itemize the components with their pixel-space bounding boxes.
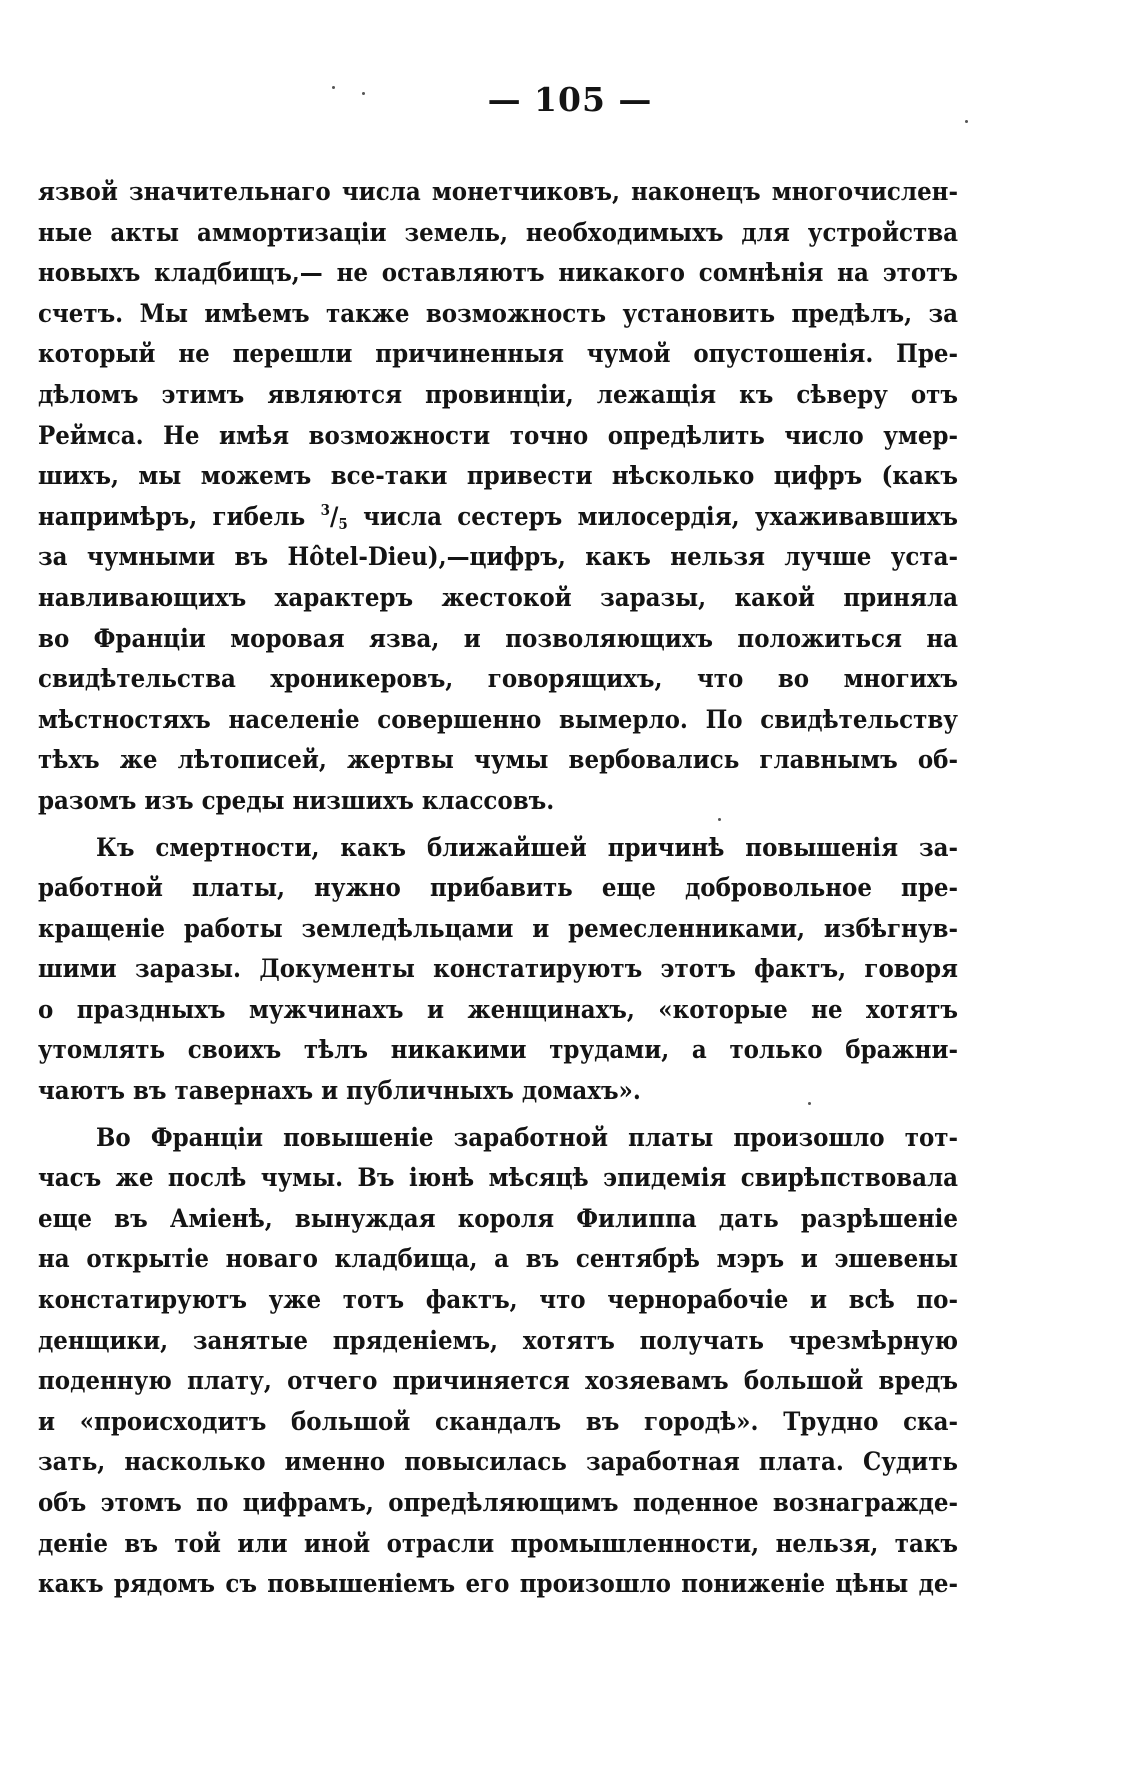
line-text-before: напримѣръ, гибель xyxy=(38,501,321,532)
text-line: кращеніе работы земледѣльцами и ремесленниками, избѣгнув- xyxy=(38,913,958,944)
paragraph xyxy=(38,828,958,1112)
text-line: мѣстностяхъ населеніе совершенно вымерло. По свидѣтельству xyxy=(38,704,958,735)
paragraph xyxy=(38,172,958,822)
text-line: деніе въ той или иной отрасли промышленности, нельзя, такъ xyxy=(38,1528,958,1559)
text-line: новыхъ кладбищъ,— не оставляютъ никакого сомнѣнія на этотъ xyxy=(38,258,958,289)
text-line: объ этомъ по цифрамъ, опредѣляющимъ поденное вознагражде- xyxy=(38,1488,958,1518)
text-line: за чумными въ Hôtel-Dieu),—цифръ, какъ нельзя лучше уста- xyxy=(38,542,958,573)
text-line: работной платы, нужно прибавить еще добровольное пре- xyxy=(38,873,958,904)
text-line: язвой значительнаго числа монетчиковъ, наконецъ многочислен- xyxy=(38,177,958,207)
text-line: часъ же послѣ чумы. Въ іюнѣ мѣсяцѣ эпидемія свирѣпствовала xyxy=(38,1163,958,1194)
text-line: о праздныхъ мужчинахъ и женщинахъ, «которые не хотятъ xyxy=(38,994,958,1025)
fraction-numerator: 3 xyxy=(320,500,330,519)
text-line: шихъ, мы можемъ все-таки привести нѣсколько цифръ (какъ xyxy=(38,461,958,492)
text-line: навливающихъ характеръ жестокой заразы, какой приняла xyxy=(38,582,958,613)
text-line: шими заразы. Документы констатируютъ этотъ фактъ, говоря xyxy=(38,954,958,985)
text-line: ные акты аммортизаціи земель, необходимыхъ для устройства xyxy=(38,217,958,248)
text-line-indented: Къ смертности, какъ ближайшей причинѣ повышенія за- xyxy=(96,832,958,863)
text-line-indented: Во Франціи повышеніе заработной платы произошло тот- xyxy=(96,1122,958,1153)
text-line: зать, насколько именно повысилась заработная плата. Судить xyxy=(38,1447,958,1478)
text-line: утомлять своихъ тѣлъ никакими трудами, а только бражни- xyxy=(38,1035,958,1066)
text-line: дѣломъ этимъ являются провинціи, лежащія къ сѣверу отъ xyxy=(38,379,958,410)
text-line: денщики, занятые пряденіемъ, хотятъ получать чрезмѣрную xyxy=(38,1325,958,1356)
paragraph xyxy=(38,1118,958,1605)
scan-speck xyxy=(718,818,721,821)
text-line: какъ рядомъ съ повышеніемъ его произошло пониженіе цѣны де- xyxy=(38,1569,958,1600)
scan-speck xyxy=(965,120,968,123)
text-line: еще въ Аміенѣ, вынуждая короля Филиппа дать разрѣшеніе xyxy=(38,1203,958,1234)
line-text-after: числа сестеръ милосердія, ухаживавшихъ xyxy=(347,501,958,532)
text-line-last: чаютъ въ тавернахъ и публичныхъ домахъ». xyxy=(38,1076,641,1107)
text-line: который не перешли причиненныя чумой опустошенія. Пре- xyxy=(38,339,958,370)
text-line: во Франціи моровая язва, и позволяющихъ положиться на xyxy=(38,623,958,654)
text-line: тѣхъ же лѣтописей, жертвы чумы вербовались главнымъ об- xyxy=(38,745,958,776)
scan-speck xyxy=(362,92,365,95)
text-line: счетъ. Мы имѣемъ также возможность установить предѣлъ, за xyxy=(38,298,958,329)
text-line: Реймса. Не имѣя возможности точно опредѣлить число умер- xyxy=(38,420,958,451)
scan-speck xyxy=(808,1102,811,1105)
body-text xyxy=(38,172,958,1605)
scan-speck xyxy=(332,86,335,89)
text-line-last: разомъ изъ среды низшихъ классовъ. xyxy=(38,785,555,816)
fraction-slash: / xyxy=(330,501,339,532)
fraction-denominator: 5 xyxy=(338,514,348,533)
text-line: и «происходитъ большой скандалъ въ городѣ». Трудно ска- xyxy=(38,1406,958,1437)
text-line: свидѣтельства хроникеровъ, говорящихъ, что во многихъ xyxy=(38,664,958,695)
text-line: поденную плату, отчего причиняется хозяевамъ большой вредъ xyxy=(38,1366,958,1397)
text-line-with-fraction xyxy=(38,497,958,538)
text-line: констатируютъ уже тотъ фактъ, что чернорабочіе и всѣ по- xyxy=(38,1285,958,1316)
text-line: на открытіе новаго кладбища, а въ сентябрѣ мэръ и эшевены xyxy=(38,1244,958,1275)
page-number: — 105 — xyxy=(487,80,653,119)
